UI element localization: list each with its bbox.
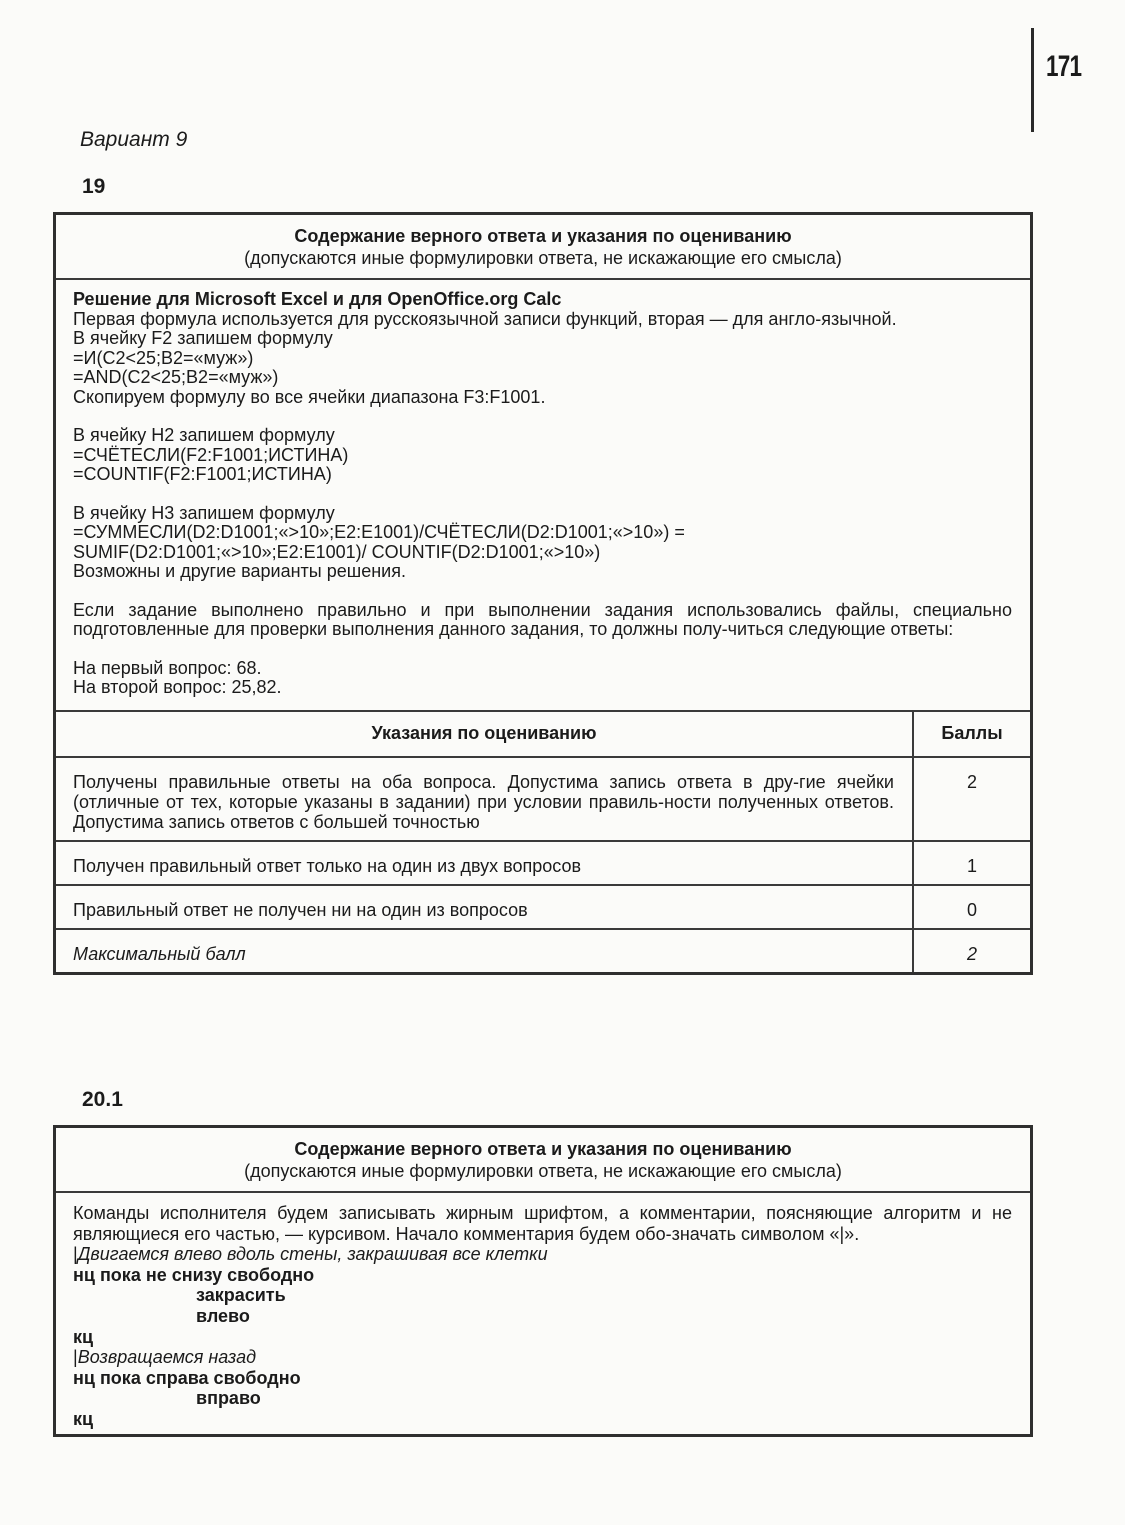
- comment-marker: |: [73, 1347, 78, 1368]
- text-line: Скопируем формулу во все ячейки диапазона F3:F1001.: [73, 386, 546, 407]
- comment-line: [73, 1347, 1012, 1368]
- solution-intro: Первая формула используется для русскоязычной записи функций, вторая — для англо-язычной.: [73, 308, 897, 329]
- loop-start: нц пока справа свободно: [73, 1367, 301, 1388]
- solution-title: Решение для Microsoft Excel и для OpenOffice.org Calc: [73, 289, 562, 309]
- formula-line: =СУММЕСЛИ(D2:D1001;«>10»;E2:E1001)/СЧЁТЕСЛИ(D2:D1001;«>10») =: [73, 522, 685, 542]
- formula-line: =COUNTIF(F2:F1001;ИСТИНА): [73, 464, 332, 484]
- points-column-header: Баллы: [913, 711, 1030, 757]
- task-20-header: [56, 1128, 1030, 1193]
- answer-1: На первый вопрос: 68.: [73, 657, 262, 678]
- intro-text: Команды исполнителя будем записывать жирным шрифтом, а комментарии, поясняющие алгоритм и не являющиеся его частью, — курсивом. Начало комментария будем обо-значать символом «|».: [73, 1203, 1012, 1244]
- text-line: В ячейку H3 запишем формулу: [73, 502, 335, 523]
- formula-line: SUMIF(D2:D1001;«>10»;E2:E1001)/ COUNTIF(D2:D1001;«>10»): [73, 541, 601, 562]
- header-title: Содержание верного ответа и указания по оцениванию: [294, 226, 792, 246]
- comment-line: [73, 1244, 1012, 1265]
- header-title: Содержание верного ответа и указания по оцениванию: [294, 1139, 792, 1159]
- points-cell: 2: [913, 757, 1030, 841]
- task-20-number: 20.1: [82, 1088, 123, 1111]
- max-score-label: Максимальный балл: [56, 929, 913, 972]
- task-19-number: 19: [82, 175, 106, 198]
- table-row: [56, 841, 1030, 885]
- task-20-box: [53, 1125, 1033, 1437]
- criteria-column-header: Указания по оцениванию: [56, 711, 913, 757]
- page-number: 171: [1046, 50, 1082, 83]
- text-line: Возможны и другие варианты решения.: [73, 561, 406, 581]
- criteria-cell: Получен правильный ответ только на один из двух вопросов: [56, 841, 913, 885]
- points-cell: 1: [913, 841, 1030, 885]
- command-line: вправо: [196, 1388, 261, 1409]
- table-row: [56, 885, 1030, 929]
- criteria-cell: Получены правильные ответы на оба вопроса. Допустима запись ответа в дру-гие ячейки (отличные от тех, которые указаны в задании) при условии правиль-ности полученных ответов. Допустима запись ответов с большей точностью: [56, 757, 913, 841]
- formula-line: =И(C2<25;B2=«муж»): [73, 347, 254, 368]
- header-subtitle: (допускаются иные формулировки ответа, не искажающие его смысла): [244, 1161, 842, 1181]
- formula-line: =AND(C2<25;B2=«муж»): [73, 367, 279, 387]
- variant-title: Вариант 9: [80, 128, 188, 151]
- task-19-header: [56, 215, 1030, 280]
- task-19-solution: [56, 280, 1030, 710]
- grading-header-row: [56, 711, 1030, 757]
- comment-marker: |: [73, 1244, 78, 1265]
- task-19-box: [53, 212, 1033, 975]
- table-row: [56, 757, 1030, 841]
- max-score-value: 2: [913, 929, 1030, 972]
- loop-start: нц пока не снизу свободно: [73, 1264, 315, 1285]
- comment-text: Двигаемся влево вдоль стены, закрашивая все клетки: [77, 1244, 548, 1265]
- text-line: В ячейку F2 запишем формулу: [73, 328, 333, 348]
- command-line: влево: [196, 1305, 250, 1326]
- page-edge-rule: [1031, 28, 1034, 132]
- header-subtitle: (допускаются иные формулировки ответа, не искажающие его смысла): [244, 248, 842, 268]
- text-line: В ячейку H2 запишем формулу: [73, 425, 335, 445]
- files-note: Если задание выполнено правильно и при выполнении задания использовались файлы, специально подготовленные для проверки выполнения данного задания, то должны полу-читься следующие ответы:: [73, 599, 1012, 639]
- command-line: закрасить: [196, 1285, 286, 1306]
- comment-text: Возвращаемся назад: [77, 1347, 257, 1368]
- table-row-max: [56, 929, 1030, 972]
- formula-line: =СЧЁТЕСЛИ(F2:F1001;ИСТИНА): [73, 444, 349, 465]
- loop-end: кц: [73, 1326, 94, 1347]
- criteria-cell: Правильный ответ не получен ни на один из вопросов: [56, 885, 913, 929]
- answer-2: На второй вопрос: 25,82.: [73, 677, 282, 697]
- grading-table: [56, 710, 1030, 972]
- loop-end: кц: [73, 1408, 94, 1429]
- points-cell: 0: [913, 885, 1030, 929]
- task-20-solution: [56, 1193, 1030, 1434]
